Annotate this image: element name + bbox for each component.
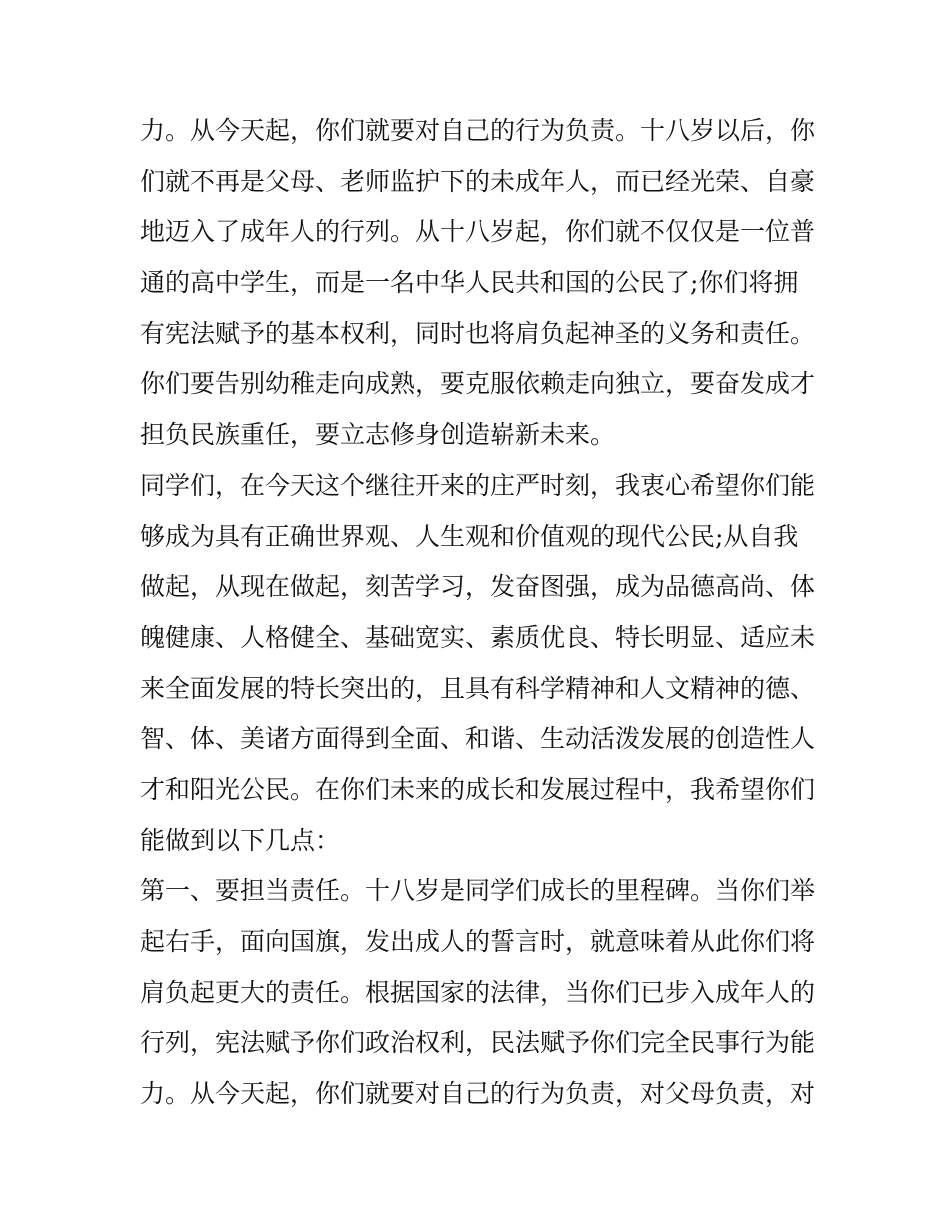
- text-line: 你们要告别幼稚走向成熟，要克服依赖走向独立，要奋发成才: [140, 369, 816, 399]
- text-line: 通的高中学生，而是一名中华人民共和国的公民了;你们将拥: [140, 268, 799, 298]
- text-line: 第一、要担当责任。十八岁是同学们成长的里程碑。当你们举: [140, 876, 816, 906]
- text-line: 才和阳光公民。在你们未来的成长和发展过程中，我希望你们: [140, 774, 816, 804]
- text-line: 肩负起更大的责任。根据国家的法律，当你们已步入成年人的: [140, 977, 816, 1007]
- text-line: 智、体、美诸方面得到全面、和谐、生动活泼发展的创造性人: [140, 724, 816, 754]
- text-line: 能做到以下几点：: [140, 825, 341, 855]
- text-line: 魄健康、人格健全、基础宽实、素质优良、特长明显、适应未: [140, 622, 816, 652]
- text-line: 够成为具有正确世界观、人生观和价值观的现代公民;从自我: [140, 521, 799, 551]
- text-line: 有宪法赋予的基本权利，同时也将肩负起神圣的义务和责任。: [140, 318, 816, 348]
- text-line: 起右手，面向国旗，发出成人的誓言时，就意味着从此你们将: [140, 927, 816, 956]
- text-line: 做起，从现在做起，刻苦学习，发奋图强，成为品德高尚、体: [140, 572, 816, 602]
- text-line: 力。从今天起，你们就要对自己的行为负责，对父母负责，对: [140, 1079, 816, 1109]
- text-line: 担负民族重任，要立志修身创造崭新未来。: [140, 420, 616, 450]
- text-line: 们就不再是父母、老师监护下的未成年人，而已经光荣、自豪: [140, 166, 816, 196]
- text-line: 同学们，在今天这个继往开来的庄严时刻，我衷心希望你们能: [140, 470, 816, 500]
- text-line: 地迈入了成年人的行列。从十八岁起，你们就不仅仅是一位普: [140, 217, 816, 247]
- text-line: 行列，宪法赋予你们政治权利，民法赋予你们完全民事行为能: [140, 1028, 816, 1058]
- text-line: 来全面发展的特长突出的，且具有科学精神和人文精神的德、: [140, 673, 816, 703]
- text-line: 力。从今天起，你们就要对自己的行为负责。十八岁以后，你: [140, 116, 816, 145]
- document-body: [140, 106, 820, 1120]
